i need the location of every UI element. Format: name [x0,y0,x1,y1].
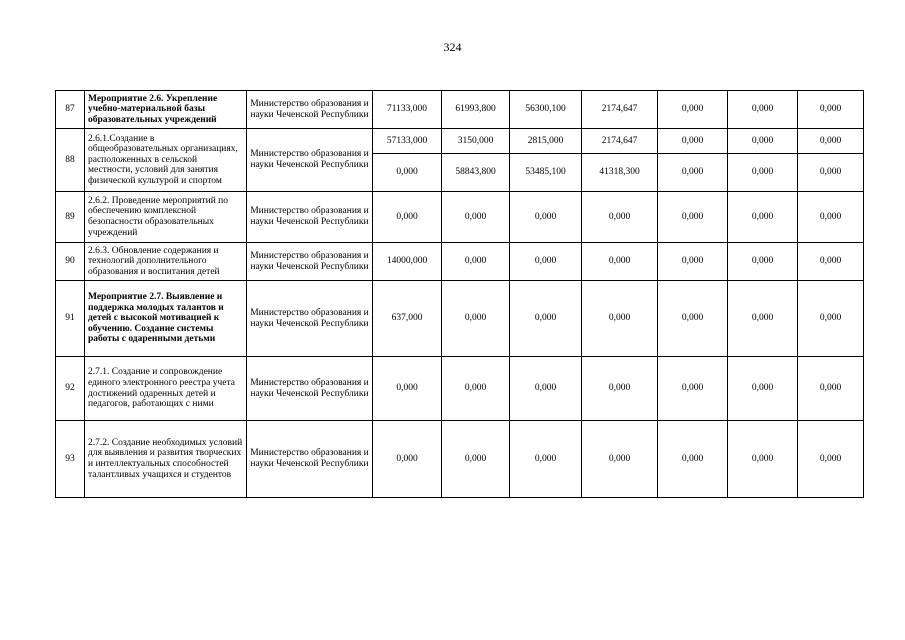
funding-value: 0,000 [442,281,510,357]
funding-value: 0,000 [728,357,798,421]
funding-value: 58843,800 [442,154,510,192]
activity-description: 2.6.1.Создание в общеобразовательных организациях, расположенных в сельской местности, условий для занятия физической культурой и спортом [85,129,247,192]
funding-value: 0,000 [798,243,864,281]
funding-value: 0,000 [373,192,442,243]
funding-value: 14000,000 [373,243,442,281]
funding-value: 0,000 [442,243,510,281]
row-number: 92 [56,357,85,421]
funding-value: 0,000 [728,421,798,498]
funding-value: 0,000 [658,129,728,154]
funding-value: 0,000 [798,154,864,192]
activity-description: 2.6.2. Проведение мероприятий по обеспечению комплексной безопасности образовательных учреждений [85,192,247,243]
funding-value: 3150,000 [442,129,510,154]
activity-description: 2.6.3. Обновление содержания и технологий дополнительного образования и воспитания детей [85,243,247,281]
funding-value: 0,000 [373,421,442,498]
funding-value: 57133,000 [373,129,442,154]
funding-value: 0,000 [582,421,658,498]
table-row [56,129,864,154]
funding-value: 0,000 [658,91,728,129]
funding-value: 0,000 [728,91,798,129]
row-number: 87 [56,91,85,129]
funding-value: 0,000 [658,192,728,243]
funding-value: 0,000 [582,192,658,243]
funding-value: 56300,100 [510,91,582,129]
row-number: 89 [56,192,85,243]
executor: Министерство образования и науки Чеченской Республики [247,192,373,243]
activity-description: 2.7.2. Создание необходимых условий для выявления и развития творческих и интеллектуальных способностей талантливых учащихся и студентов [85,421,247,498]
table-row [56,357,864,421]
executor: Министерство образования и науки Чеченской Республики [247,357,373,421]
funding-value: 0,000 [728,243,798,281]
table-row [56,281,864,357]
funding-value: 0,000 [728,281,798,357]
page-number: 324 [443,40,462,54]
funding-value: 0,000 [442,192,510,243]
program-table [55,90,864,498]
executor: Министерство образования и науки Чеченской Республики [247,129,373,192]
funding-value: 0,000 [373,357,442,421]
table-row [56,91,864,129]
funding-value: 0,000 [658,421,728,498]
funding-value: 41318,300 [582,154,658,192]
funding-value: 0,000 [442,357,510,421]
table-row [56,421,864,498]
funding-value: 0,000 [728,154,798,192]
executor: Министерство образования и науки Чеченской Республики [247,243,373,281]
funding-value: 0,000 [373,154,442,192]
funding-value: 0,000 [582,357,658,421]
funding-value: 0,000 [510,357,582,421]
funding-value: 0,000 [442,421,510,498]
funding-value: 0,000 [798,91,864,129]
row-number: 88 [56,129,85,192]
activity-description: Мероприятие 2.7. Выявление и поддержка молодых талантов и детей с высокой мотивацией к обучению. Создание системы работы с одаренными детьми [85,281,247,357]
funding-value: 0,000 [658,243,728,281]
funding-value: 0,000 [798,357,864,421]
row-number: 91 [56,281,85,357]
row-number: 93 [56,421,85,498]
funding-value: 0,000 [582,243,658,281]
funding-value: 0,000 [798,192,864,243]
funding-value: 53485,100 [510,154,582,192]
activity-description: Мероприятие 2.6. Укрепление учебно-материальной базы образовательных учреждений [85,91,247,129]
funding-value: 0,000 [510,421,582,498]
executor: Министерство образования и науки Чеченской Республики [247,91,373,129]
funding-value: 0,000 [582,281,658,357]
funding-value: 0,000 [728,192,798,243]
activity-description: 2.7.1. Создание и сопровождение единого электронного реестра учета достижений одаренных детей и педагогов, работающих с ними [85,357,247,421]
table-row [56,243,864,281]
row-number: 90 [56,243,85,281]
executor: Министерство образования и науки Чеченской Республики [247,421,373,498]
funding-value: 637,000 [373,281,442,357]
executor: Министерство образования и науки Чеченской Республики [247,281,373,357]
funding-value: 0,000 [658,357,728,421]
funding-value: 2174,647 [582,91,658,129]
funding-value: 2815,000 [510,129,582,154]
funding-value: 2174,647 [582,129,658,154]
funding-value: 0,000 [798,129,864,154]
funding-value: 0,000 [510,192,582,243]
funding-value: 0,000 [658,281,728,357]
funding-value: 0,000 [798,281,864,357]
table-row [56,192,864,243]
funding-value: 0,000 [510,281,582,357]
funding-value: 71133,000 [373,91,442,129]
funding-value: 61993,800 [442,91,510,129]
funding-value: 0,000 [798,421,864,498]
funding-value: 0,000 [510,243,582,281]
funding-value: 0,000 [658,154,728,192]
funding-value: 0,000 [728,129,798,154]
